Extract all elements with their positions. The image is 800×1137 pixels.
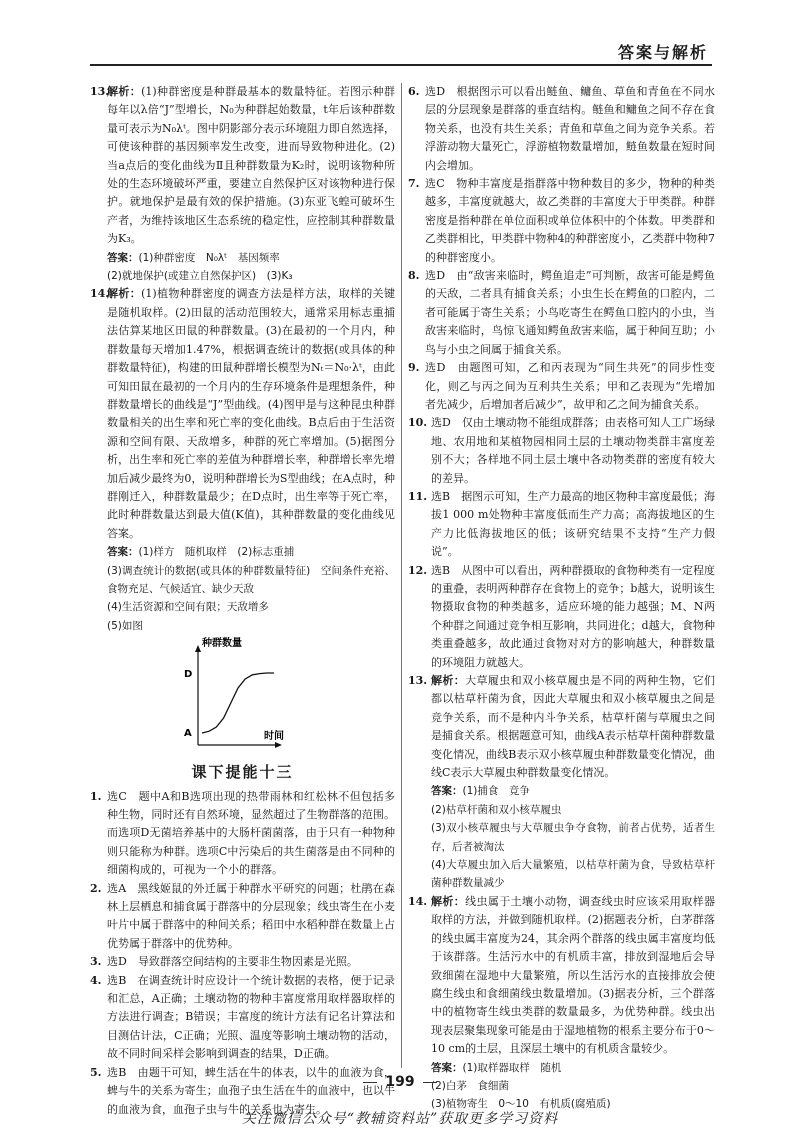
answer-line: (2)就地保护(或建立自然保护区) (3)K₃ bbox=[107, 270, 293, 283]
right-column bbox=[408, 83, 715, 1114]
question-text: 选D 导致群落空间结构的主要非生物因素是光照。 bbox=[107, 955, 358, 969]
item-number: 7. bbox=[408, 177, 420, 191]
item-number: 6. bbox=[408, 85, 420, 98]
question-11 bbox=[408, 488, 715, 562]
item-number: 12. bbox=[408, 563, 428, 577]
section-title: 课下提能十三 bbox=[191, 763, 294, 782]
item-number: 8. bbox=[408, 269, 420, 283]
item-number: 13. bbox=[408, 674, 428, 687]
header-title: 答案与解析 bbox=[617, 43, 708, 62]
answer-line: (1)样方 随机取样 (2)标志重捕 bbox=[138, 546, 295, 559]
question-text: 选B 由题干可知，蜱生活在牛的体表，以牛的血液为食，蜱与牛的关系为寄生；血孢子虫生活在牛的血液中，也以牛的血液为食，血孢子虫与牛的关系也为寄生。 bbox=[107, 1065, 395, 1116]
left-column bbox=[90, 83, 395, 1119]
explanation-text: 大草履虫和双小核草履虫是不同的两种生物，它们都以枯草杆菌为食，因此大草履虫和双小核草履虫之间是竞争关系，而不是种内斗争关系，枯草杆菌与草履虫之间是捕食关系。根据题意可知，曲线A表示枯草杆菌种群数量变化情况，曲线B表示双小核草履虫种群数量变化情况，曲线C表示大草履虫种群数量变化情况。 bbox=[431, 674, 715, 780]
item-number: 3. bbox=[90, 955, 102, 969]
question-text: 选D 根据图示可以看出鲢鱼、鳙鱼、草鱼和青鱼在不同水层的分层现象是群落的垂直结构。鲢鱼和鳙鱼之间不存在食物关系，也没有共生关系；青鱼和草鱼之间为竞争关系。若浮游动物大量死亡，浮游植物数量增加，鲢鱼数量在短时间内会增加。 bbox=[425, 85, 715, 172]
answer-line: (1)捕食 竞争 bbox=[462, 785, 530, 798]
question-text: 选B 据图示可知，生产力最高的地区物种丰富度最低；海拔1 000 m处物种丰富度低而生产力高；高海拔地区的生产力比低海拔地区的低；该研究结果不支持“生产力假说”。 bbox=[431, 489, 715, 559]
explanation-label: 解析： bbox=[431, 674, 466, 687]
explanation-text: 线虫属于土壤小动物，调查线虫时应该采用取样器取样的方法，并做到随机取样。(2)据题表分析，白茅群落的线虫属丰富度为24，其余两个群落的线虫属丰富度均低于该群落。生活污水中的有机质丰富，排放到湿地后会导致细菌在湿地中大量繁殖，所以生活污水的直接排放会使腐生线虫和食细菌线虫数量增加。(3)据表分析，三个群落中的植物寄生线虫类群的数量最多，为优势种群。线虫出现表层聚集现象可能是由于湿地植物的根系主要分布于0～10 cm的土层，且深层土壤中的有机质含量较少。 bbox=[431, 894, 715, 1056]
population-chart-svg bbox=[180, 635, 300, 753]
answer-line: (3)调查统计的数据(或具体的种群数量特征) 空间条件充裕、食物充足、气候适宜、缺少天敌 bbox=[107, 564, 395, 595]
x-axis-arrow bbox=[275, 742, 282, 748]
x-axis-label: 时间 bbox=[264, 731, 284, 743]
population-chart bbox=[90, 635, 395, 757]
item-number: 14. bbox=[408, 894, 428, 908]
question-text: 选B 在调查统计时应设计一个统计数据的表格，便于记录和汇总，A正确；土壤动物的物种丰富度常用取样器取样的方法进行调查；B错误；丰富度的统计方法有记名计算法和目测估计法，C正确；光照、温度等影响土壤动物的活动，故不同时间采样会影响到调查的结果，D正确。 bbox=[107, 973, 395, 1061]
question-12 bbox=[408, 562, 715, 672]
answer-label: 答案： bbox=[107, 251, 139, 264]
explanation-label: 解析： bbox=[431, 894, 466, 908]
question-text: 选A 黑线姬鼠的外迁属于种群水平研究的问题；杜鹃在森林上层栖息和捕食属于群落中的分层现象；线虫寄生在小麦叶片中属于群落中的种间关系；稻田中水稻种群在数量上占优势属于群落中的优势种。 bbox=[107, 881, 395, 950]
footer-note: 关注微信公众号“教辅资料站”获取更多学习资料 bbox=[241, 1111, 559, 1127]
question-3 bbox=[90, 953, 395, 971]
question-2 bbox=[90, 880, 395, 954]
question-text: 选D 由“敌害来临时，鳄鱼追走”可判断，敌害可能是鳄鱼的天敌，二者具有捕食关系；小虫生长在鳄鱼的口腔内，二者可能属于寄生关系；小鸟吃寄生在鳄鱼口腔内的小虫，当敌害来临时，鸟惊飞通知鳄鱼敌害来临，属于种间互助；小鸟与小虫之间属于捕食关系。 bbox=[425, 269, 715, 356]
question-6 bbox=[408, 83, 715, 175]
item-number: 13. bbox=[90, 85, 110, 98]
explanation-text: (1)植物种群密度的调查方法是样方法，取样的关键是随机取样。(2)田鼠的活动范围较大，通常采用标志重捕法估算某地区田鼠的种群数量。(3)在最初的一个月内，种群数量每天增加1.47%，根据调查统计的数据(或具体的种群数量特征)，构建的田鼠种群增长模型为Nₜ＝N₀·λᵗ，由此可知田鼠在最初的一个月内的生存环境条件是理想条件，种群数量增长的曲线是“J”型曲线。(4)图甲是与这种昆虫种群数量相关的出生率和死亡率的变化曲线。B点后由于生活资源和空间有限、天敌增多，种群的死亡率增加。(5)据图分析，出生率和死亡率的差值为种群增长率，种群增长率先增加后减少最终为0，说明种群增长为S型曲线；在A点时，种群刚迁入，种群数量最少；在D点时，出生率等于死亡率，此时种群数量达到最大值(K值)，其种群数量的变化曲线见答案。 bbox=[107, 287, 395, 540]
explanation-14 bbox=[90, 285, 395, 543]
answer-line: (3)植物寄生 0～10 有机质(腐殖质) bbox=[431, 1098, 611, 1111]
answer-line: (1)取样器取样 随机 bbox=[462, 1061, 562, 1074]
question-10 bbox=[408, 414, 715, 488]
answer-line: (3)双小核草履虫与大草履虫争夺食物，前者占优势，适者生存，后者被淘汰 bbox=[431, 822, 715, 853]
answer-line: (4)大草履虫加入后大量繁殖，以枯草杆菌为食，导致枯草杆菌种群数量减少 bbox=[431, 859, 715, 890]
question-9 bbox=[408, 359, 715, 414]
answer-14 bbox=[90, 543, 395, 561]
item-number: 14. bbox=[90, 287, 110, 301]
page-number-dash bbox=[363, 1082, 377, 1083]
answer-line: (1)种群密度 N₀λᵗ 基因频率 bbox=[138, 251, 280, 264]
answer-label: 答案： bbox=[431, 1061, 463, 1074]
page-number-dash bbox=[423, 1082, 437, 1083]
question-8 bbox=[408, 267, 715, 359]
question-text: 选B 从图中可以看出，两种群摄取的食物种类有一定程度的重叠，表明两种群存在食物上的竞争；b越大，说明该生物摄取食物的种类越多，适应环境的能力越强；M、N两个种群之间通过竞争相互影响，共同进化；d越大，食物种类重叠越多，故此通过食物对对方的影响越大，种群数量的环境阻力就越大。 bbox=[431, 563, 715, 669]
question-text: 选C 题中A和B选项出现的热带雨林和红松林不但包括多种生物，同时还有自然环境，显然超过了生物群落的范围。而选项D无菌培养基中的大肠杆菌菌落，由于只有一种物种则只能称为种群。选项C中污染后的共生菌落是由不同种的细菌构成的，可视为一个小的群落。 bbox=[107, 789, 395, 877]
point-label-a: A bbox=[184, 728, 192, 740]
question-text: 选D 由题图可知，乙和丙表现为“同生共死”的同步性变化，则乙与丙之间为互利共生关系；甲和乙表现为“先增加者先减少，后增加者后减少”，故甲和乙之间为捕食关系。 bbox=[425, 361, 715, 411]
item-number: 11. bbox=[408, 489, 428, 503]
point-label-d: D bbox=[184, 669, 193, 681]
question-1 bbox=[90, 788, 395, 880]
question-text: 选C 物种丰富度是指群落中物种数目的多少，物种的种类越多，丰富度就越大，故乙类群的丰富度大于甲类群。种群密度是指种群在单位面积或单位体积中的个体数。甲类群和乙类群相比，甲类群中物种4的种群密度小，乙类群中物种7的种群密度小。 bbox=[425, 177, 715, 264]
y-axis-label: 种群数量 bbox=[202, 638, 242, 650]
explanation-14-right bbox=[408, 893, 715, 1059]
question-7 bbox=[408, 175, 715, 267]
column-divider bbox=[401, 83, 402, 1068]
answer-13-right bbox=[408, 782, 715, 800]
answer-line: (4)生活资源和空间有限；天敌增多 bbox=[107, 601, 269, 614]
item-number: 10. bbox=[408, 416, 428, 430]
item-number: 2. bbox=[90, 881, 102, 895]
answer-line: (5)如图 bbox=[107, 619, 143, 632]
s-curve-line bbox=[202, 673, 274, 733]
explanation-label: 解析： bbox=[107, 85, 142, 98]
question-text: 选D 仅由土壤动物不能组成群落；由表格可知人工广场绿地、农用地和某植物园相同土层的土壤动物类群丰富度差别不大；各样地不同土层土壤中各动物类群的密度有较大的差异。 bbox=[431, 416, 715, 485]
y-axis-arrow bbox=[195, 645, 201, 652]
item-number: 4. bbox=[90, 973, 102, 987]
answer-13 bbox=[90, 249, 395, 267]
answer-label: 答案： bbox=[107, 546, 139, 559]
item-number: 9. bbox=[408, 361, 420, 375]
answer-line: (2)枯草杆菌和双小核草履虫 bbox=[431, 803, 562, 816]
answer-label: 答案： bbox=[431, 785, 463, 798]
page-number bbox=[0, 1074, 800, 1090]
explanation-13-right bbox=[408, 672, 715, 782]
answer-line: (2)白茅 食细菌 bbox=[431, 1079, 509, 1092]
page-header bbox=[90, 30, 712, 66]
item-number: 1. bbox=[90, 789, 102, 803]
item-number: 5. bbox=[90, 1065, 102, 1079]
page-number-text: 199 bbox=[385, 1074, 415, 1090]
explanation-label: 解析： bbox=[107, 287, 142, 301]
explanation-13 bbox=[90, 83, 395, 249]
explanation-text: (1)种群密度是种群最基本的数量特征。若图示种群每年以λ倍“J”型增长，N₀为种群起始数量，t年后该种群数量可表示为N₀λᵗ。图中阴影部分表示环境阻力即自然选择，可使该种群的基因频率发生改变，进而导致物种进化。(2)当a点后的变化曲线为Ⅱ且种群数量为K₂时，说明该物种所处的生态环境破坏严重，要建立自然保护区对该物种进行保护。就地保护是最有效的保护措施。(3)东亚飞蝗可破坏生产者，为维持该地区生态系统的稳定性，应控制其种群数量为K₃。 bbox=[107, 85, 395, 246]
question-4 bbox=[90, 972, 395, 1064]
